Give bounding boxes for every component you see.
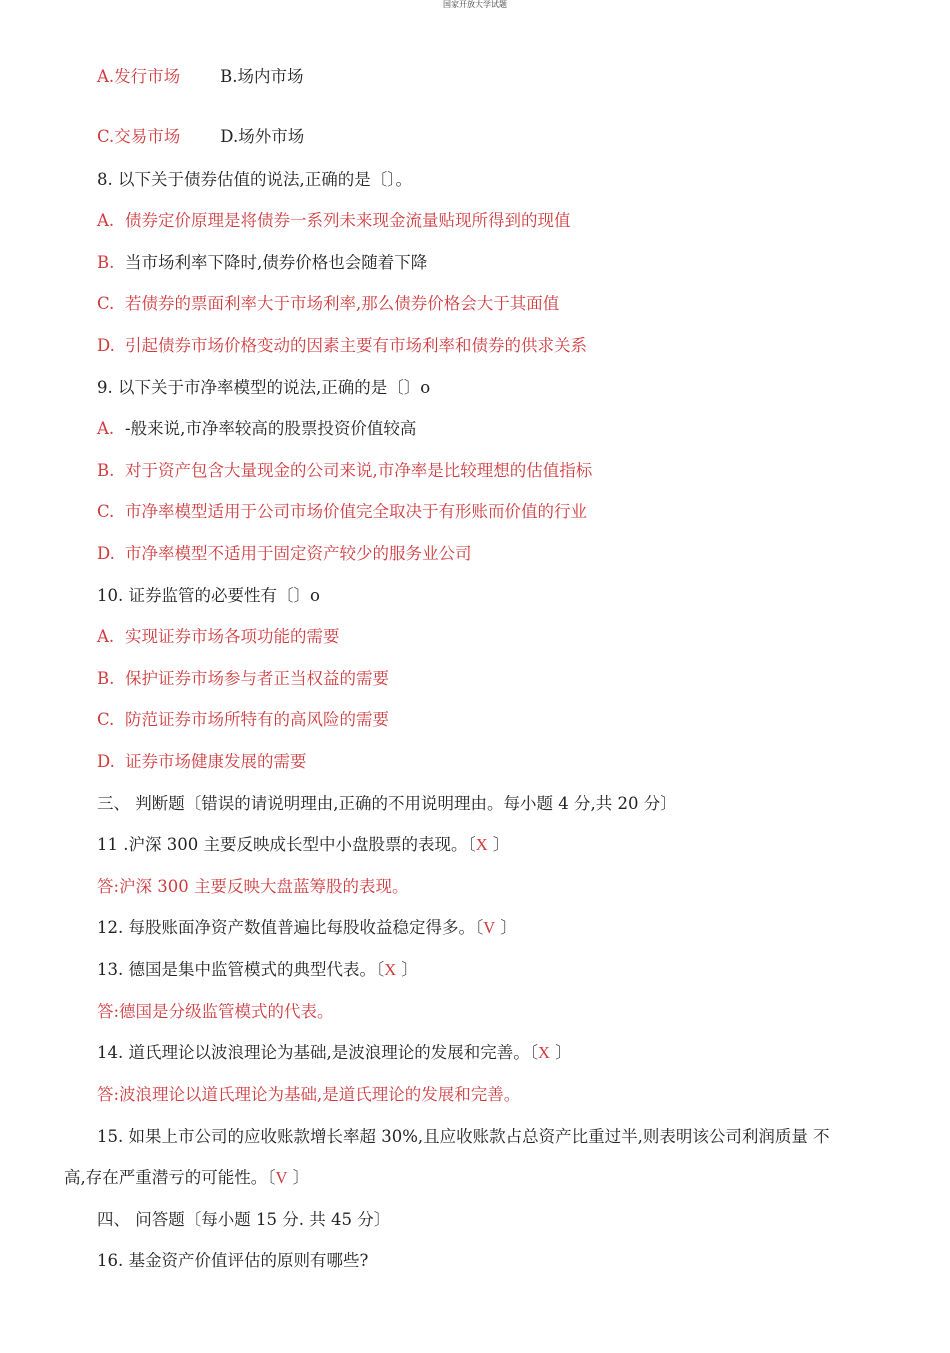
section-4-heading: 四、 问答题〔每小题 15 分. 共 45 分〕 (97, 1210, 391, 1229)
q7-option-row-ab (97, 66, 304, 88)
q13-mark: X (384, 960, 397, 979)
section-3-heading: 三、 判断题〔错误的请说明理由,正确的不用说明理由。每小题 4 分,共 20 分〕 (97, 794, 677, 813)
q7-option-a: A.发行市场 (97, 67, 181, 86)
q9-option-c: C. 市净率模型适用于公司市场价值完全取决于有形账而价值的行业 (97, 502, 587, 521)
q14-mark: X (537, 1043, 550, 1062)
q9-option-a: A. -般来说,市净率较高的股票投资价值较高 (97, 419, 417, 438)
q11-mark: X (475, 835, 488, 854)
q16-question: 16. 基金资产价值评估的原则有哪些? (97, 1251, 369, 1270)
q8-option-b: B. 当市场利率下降时,债券价格也会随着下降 (97, 253, 428, 272)
q14-statement: 14. 道氏理论以波浪理论为基础,是波浪理论的发展和完善。〔X 〕 (97, 1043, 572, 1062)
q15-statement-line-1: 15. 如果上市公司的应收账款增长率超 30%,且应收账款占总资产比重过半,则表明该公司利润质量 不 (97, 1127, 830, 1146)
q8-option-c: C. 若债券的票面利率大于市场利率,那么债券价格会大于其面值 (97, 294, 560, 313)
q8-stem: 8. 以下关于债券估值的说法,正确的是〔〕。 (97, 170, 412, 189)
q13-statement: 13. 德国是集中监管模式的典型代表。〔X 〕 (97, 960, 418, 979)
q7-option-row-cd (97, 126, 304, 148)
q7-option-d: D.场外市场 (220, 127, 305, 146)
q8-option-a: A. 债券定价原理是将债券一系列未来现金流量贴现所得到的现值 (97, 211, 571, 230)
q7-option-b: B.场内市场 (220, 67, 304, 86)
q13-answer: 答:德国是分级监管模式的代表。 (97, 1002, 334, 1021)
q9-stem: 9. 以下关于市净率模型的说法,正确的是〔〕o (97, 378, 431, 397)
q15-statement-line-2: 高,存在严重潜亏的可能性。〔V 〕 (64, 1168, 310, 1187)
q12-mark: V (483, 918, 496, 937)
q14-answer: 答:波浪理论以道氏理论为基础,是道氏理论的发展和完善。 (97, 1085, 521, 1104)
q10-option-d: D. 证券市场健康发展的需要 (97, 752, 307, 771)
q10-option-a: A. 实现证券市场各项功能的需要 (97, 627, 340, 646)
q12-statement: 12. 每股账面净资产数值普遍比每股收益稳定得多。〔V 〕 (97, 918, 517, 937)
q8-option-d: D. 引起债券市场价格变动的因素主要有市场利率和债券的供求关系 (97, 336, 587, 355)
q11-answer: 答:沪深 300 主要反映大盘蓝筹股的表现。 (97, 877, 409, 896)
q9-option-d: D. 市净率模型不适用于固定资产较少的服务业公司 (97, 544, 472, 563)
q10-option-c: C. 防范证券市场所特有的高风险的需要 (97, 710, 389, 729)
page-header: 国家开放大学试题 (443, 0, 507, 9)
q15-mark: V (275, 1168, 288, 1187)
q11-statement: 11 .沪深 300 主要反映成长型中小盘股票的表现。〔X 〕 (97, 835, 510, 854)
q10-stem: 10. 证券监管的必要性有〔〕o (97, 586, 320, 605)
q9-option-b: B. 对于资产包含大量现金的公司来说,市净率是比较理想的估值指标 (97, 461, 593, 480)
q7-option-c: C.交易市场 (97, 127, 181, 146)
q10-option-b: B. 保护证券市场参与者正当权益的需要 (97, 669, 389, 688)
